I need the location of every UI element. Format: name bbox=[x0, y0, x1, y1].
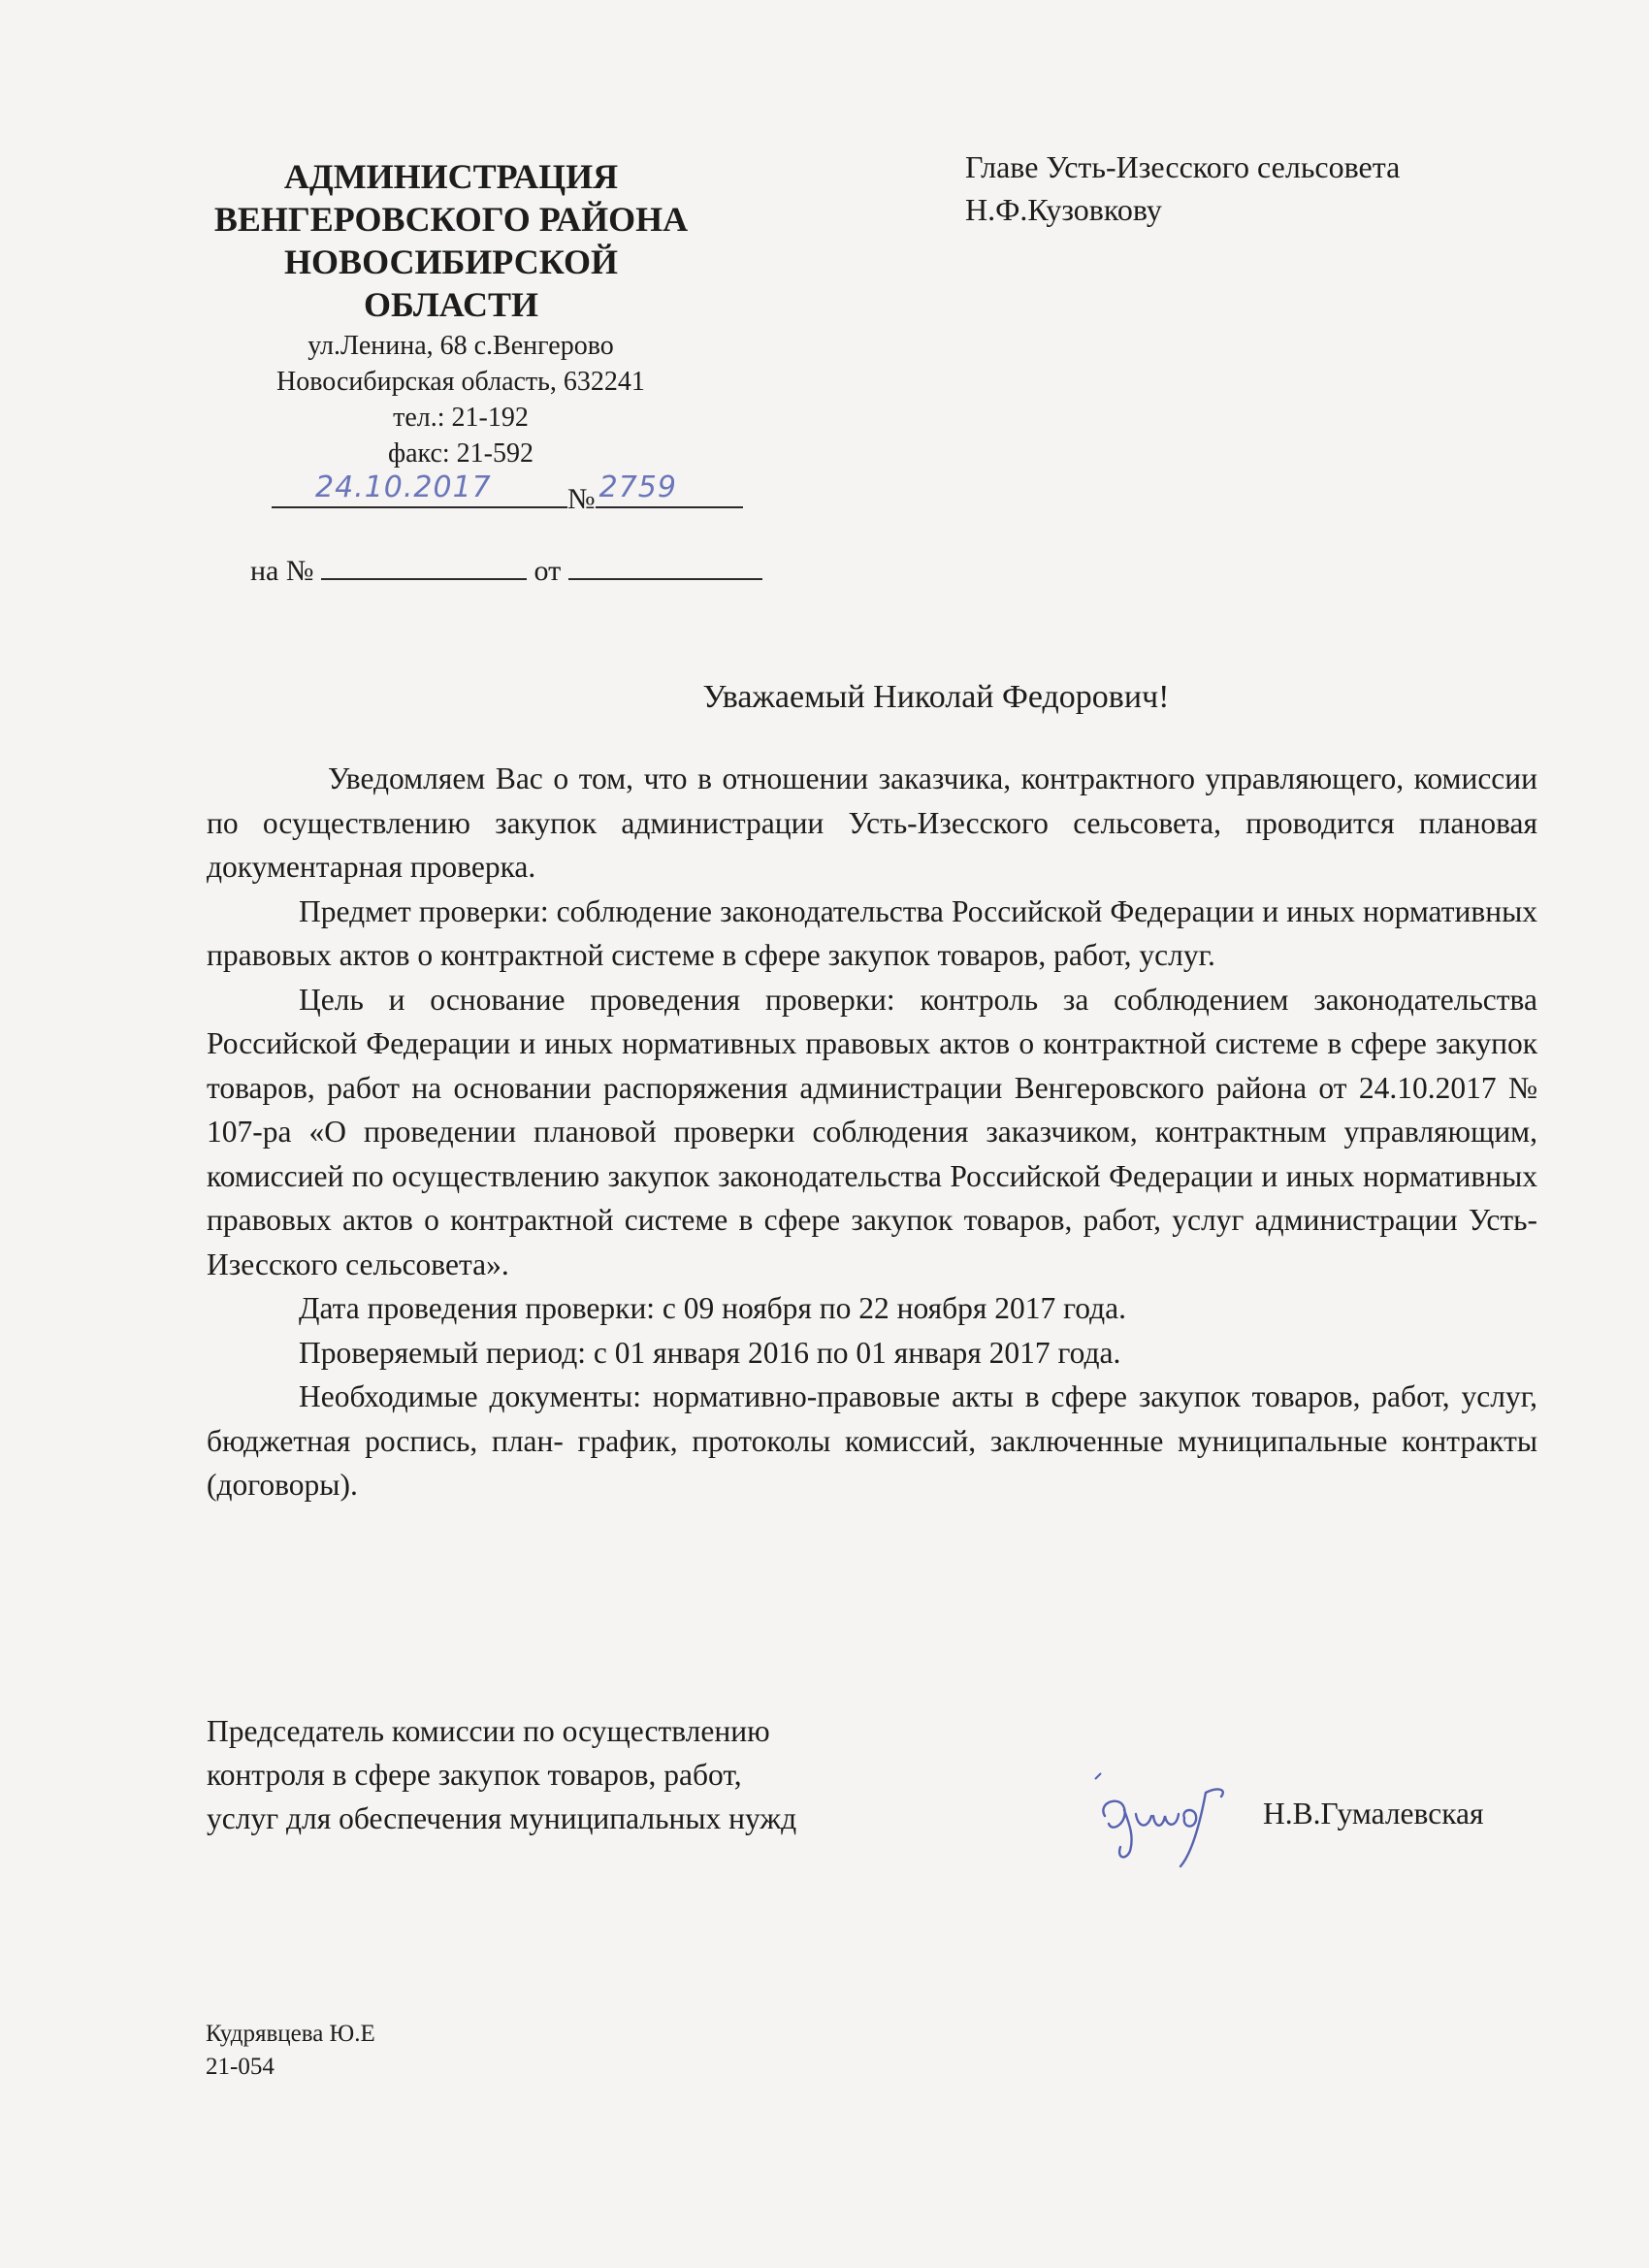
body-paragraph-documents: Необходимые документы: нормативно-правовые акты в сфере закупок товаров, работ, услуг, бюджетная роспись, план- график, протоколы комиссий, заключенные муниципальные контракты (договоры). bbox=[207, 1379, 1537, 1502]
body-paragraph-subject: Предмет проверки: соблюдение законодательства Российской Федерации и иных нормативных правовых актов о контрактной системе в сфере закупок товаров, работ, услуг. bbox=[207, 893, 1537, 972]
body-paragraph-dates: Дата проведения проверки: с 09 ноября по 22 ноября 2017 года. bbox=[299, 1291, 1127, 1325]
registration-number-field bbox=[596, 470, 743, 508]
registration-line bbox=[272, 470, 743, 516]
reply-date-label: от bbox=[534, 555, 562, 587]
address-region: Новосибирская область, 632241 bbox=[276, 367, 645, 397]
recipient-block bbox=[965, 146, 1400, 231]
salutation: Уважаемый Николай Федорович! bbox=[702, 679, 1170, 715]
address-phone: тел.: 21-192 bbox=[393, 403, 529, 433]
reply-number-label: на № bbox=[250, 555, 314, 587]
reply-date-field bbox=[568, 551, 762, 580]
executor-block bbox=[206, 2018, 375, 2084]
sender-organization bbox=[209, 155, 694, 326]
position-line-3: услуг для обеспечения муниципальных нужд bbox=[207, 1801, 797, 1835]
registration-number: 2759 bbox=[598, 470, 677, 504]
reply-number-field bbox=[321, 551, 527, 580]
executor-phone: 21-054 bbox=[206, 2054, 275, 2080]
number-sign: № bbox=[567, 483, 596, 515]
body-paragraph-notice: Уведомляем Вас о том, что в отношении заказчика, контрактного управляющего, комиссии по осуществлению закупок администрации Усть-Изесского сельсовета, проводится плановая документарная проверка. bbox=[207, 761, 1537, 884]
reply-reference-line bbox=[250, 551, 762, 588]
body-paragraph-purpose: Цель и основание проведения проверки: контроль за соблюдением законодательства Российской Федерации и иных нормативных правовых актов о контрактной системе в сфере закупок товаров, работ на основании распоряжения администрации Венгеровского района от 24.10.2017 № 107-ра «О проведении плановой проверки соблюдения заказчиком, контрактным управляющим, комиссией по осуществлению закупок законодательства Российской Федерации и иных нормативных правовых актов о контрактной системе в сфере закупок товаров, работ, услуг администрации Усть-Изесского сельсовета». bbox=[207, 982, 1537, 1281]
position-line-1: Председатель комиссии по осуществлению bbox=[207, 1714, 770, 1748]
signatory-position bbox=[207, 1709, 796, 1840]
recipient-title: Главе Усть-Изесского сельсовета bbox=[965, 149, 1401, 184]
registration-date: 24.10.2017 bbox=[315, 470, 492, 504]
handwritten-signature bbox=[1091, 1766, 1246, 1872]
address-street: ул.Ленина, 68 с.Венгерово bbox=[307, 331, 614, 361]
body-paragraph-period: Проверяемый период: с 01 января 2016 по 01 января 2017 года. bbox=[299, 1335, 1121, 1370]
sender-address bbox=[252, 328, 669, 471]
address-fax: факс: 21-592 bbox=[387, 438, 534, 469]
signatory-name: Н.В.Гумалевская bbox=[1263, 1797, 1484, 1831]
recipient-name: Н.Ф.Кузовкову bbox=[965, 192, 1162, 227]
org-line-2: ВЕНГЕРОВСКОГО РАЙОНА bbox=[213, 200, 689, 239]
executor-name: Кудрявцева Ю.Е bbox=[206, 2021, 375, 2047]
letter-body bbox=[207, 757, 1537, 1507]
org-line-1: АДМИНИСТРАЦИЯ bbox=[283, 157, 619, 196]
registration-date-field bbox=[272, 470, 567, 508]
org-line-3: НОВОСИБИРСКОЙ ОБЛАСТИ bbox=[284, 243, 618, 324]
position-line-2: контроля в сфере закупок товаров, работ, bbox=[207, 1758, 742, 1792]
